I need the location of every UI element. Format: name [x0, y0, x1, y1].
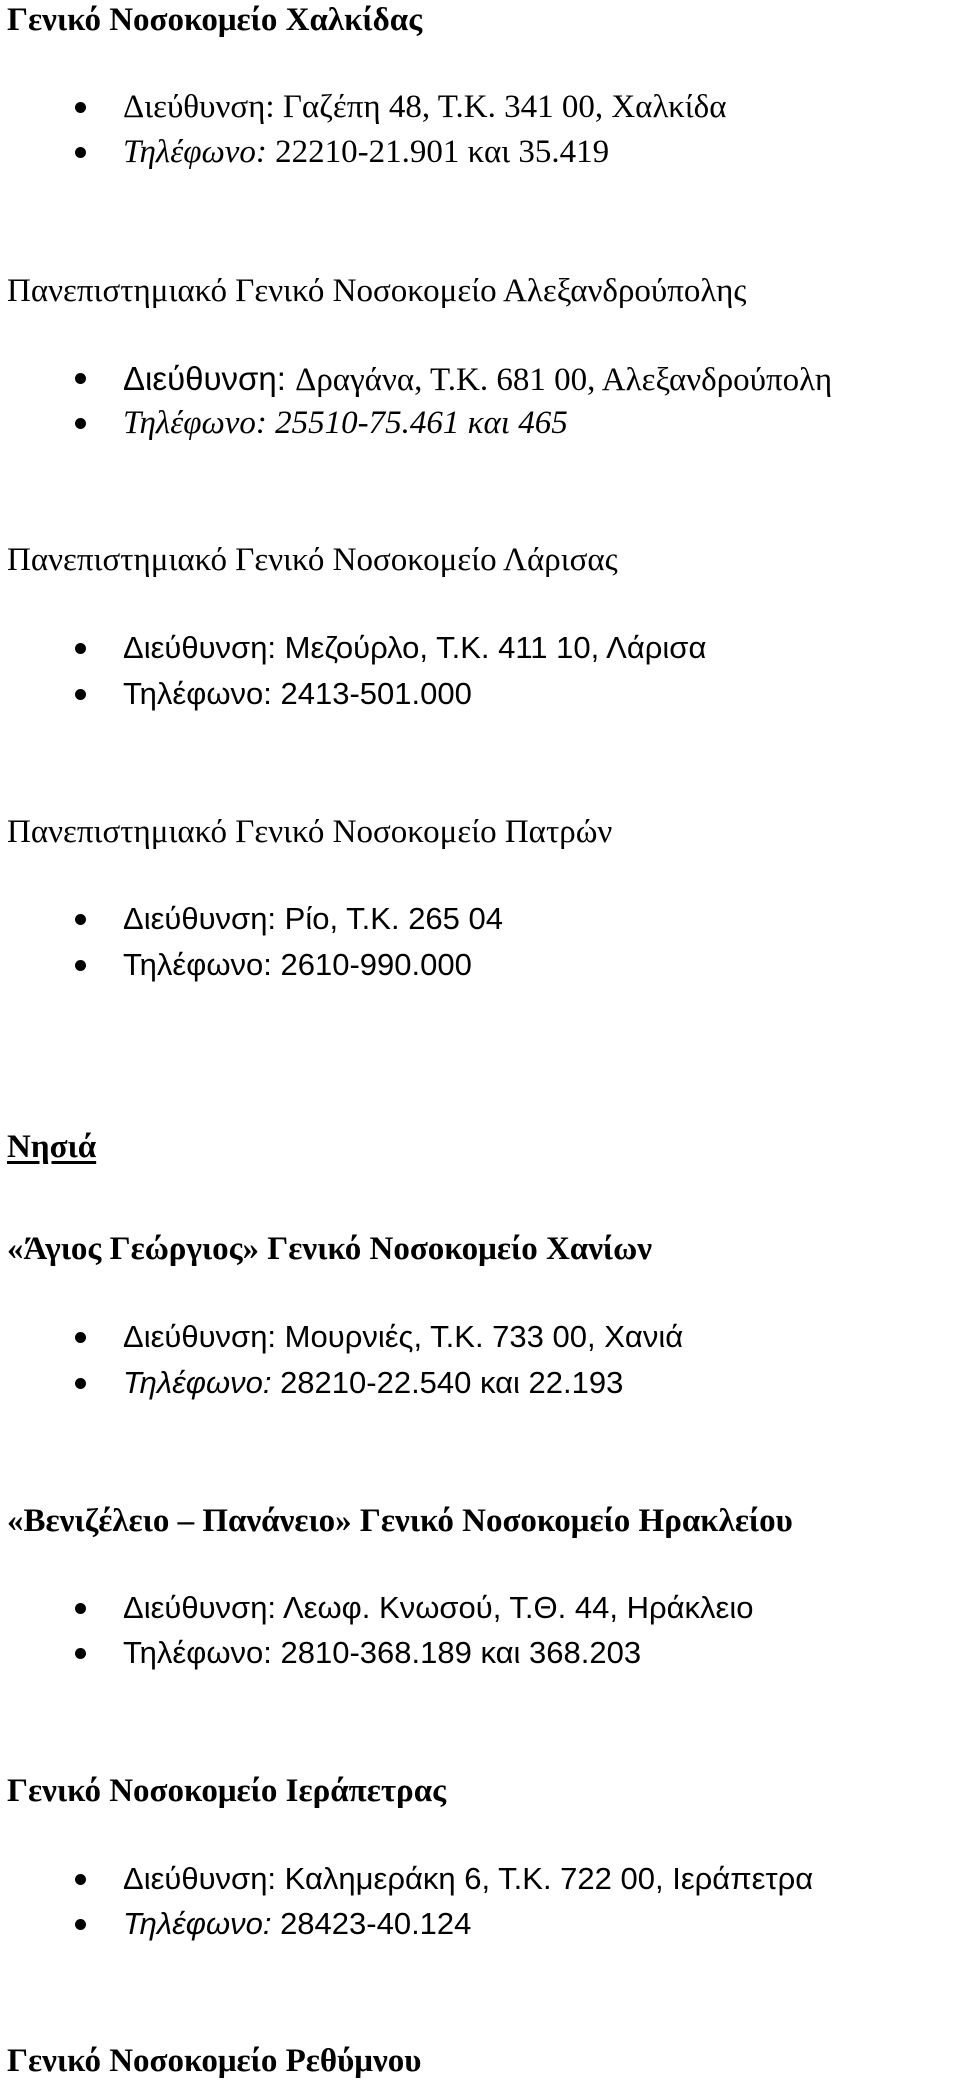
- phone-line: [123, 1367, 623, 1398]
- address-value: Γαζέπη 48, Τ.Κ. 341 00, Χαλκίδα: [282, 89, 727, 125]
- phone-value: 2413-501.000: [280, 676, 472, 711]
- bullet-icon: [75, 689, 86, 700]
- hospital-heading: «Άγιος Γεώργιος» Γενικό Νοσοκομείο Χανίων: [7, 1231, 653, 1267]
- bullet-icon: [75, 960, 86, 971]
- phone-line: [123, 949, 472, 980]
- bullet-icon: [75, 1648, 86, 1659]
- phone-label: Τηλέφωνο:: [123, 1906, 281, 1941]
- phone-line: [123, 136, 609, 169]
- address-label: Διεύθυνση:: [123, 1861, 285, 1896]
- phone-value: 2810-368.189 και 368.203: [280, 1635, 642, 1670]
- phone-line: [123, 678, 472, 709]
- address-value: Ρίο, Τ.Κ. 265 04: [284, 901, 504, 936]
- phone-value: 28423-40.124: [280, 1906, 472, 1941]
- address-line: [123, 903, 503, 934]
- address-value: Μεζούρλο, Τ.Κ. 411 10, Λάρισα: [284, 630, 707, 665]
- address-value: Λεωφ. Κνωσού, Τ.Θ. 44, Ηράκλειο: [282, 1590, 754, 1625]
- hospital-heading: Πανεπιστημιακό Γενικό Νοσοκομείο Πατρών: [7, 814, 613, 850]
- address-label: Διεύθυνση:: [123, 1590, 283, 1625]
- phone-value: 22210-21.901 και 35.419: [275, 134, 610, 170]
- hospital-heading: Πανεπιστημιακό Γενικό Νοσοκομείο Αλεξανδρούπολης: [7, 273, 747, 309]
- address-value: Δραγάνα, Τ.Κ. 681 00, Αλεξανδρούπολη: [295, 362, 833, 398]
- bullet-icon: [75, 1919, 86, 1930]
- phone-value: 28210-22.540 και 22.193: [280, 1365, 624, 1400]
- hospital-heading: Πανεπιστημιακό Γενικό Νοσοκομείο Λάρισας: [7, 542, 618, 578]
- phone-label: Τηλέφωνο:: [123, 405, 276, 441]
- hospital-heading: Γενικό Νοσοκομείο Ιεράπετρας: [7, 1773, 447, 1809]
- address-label: Διεύθυνση:: [123, 1319, 285, 1354]
- bullet-icon: [75, 1874, 86, 1885]
- bullet-icon: [75, 418, 86, 429]
- address-line: [123, 632, 706, 663]
- bullet-icon: [75, 1603, 86, 1614]
- hospital-heading: Γενικό Νοσοκομείο Ρεθύμνου: [7, 2043, 422, 2079]
- phone-label: Τηλέφωνο:: [123, 676, 281, 711]
- address-label: Διεύθυνση:: [123, 360, 296, 397]
- phone-label: Τηλέφωνο:: [123, 947, 281, 982]
- address-label: Διεύθυνση:: [123, 901, 285, 936]
- address-line: [123, 1592, 753, 1623]
- bullet-icon: [75, 914, 86, 925]
- bullet-icon: [75, 1378, 86, 1389]
- phone-line: [123, 407, 568, 440]
- bullet-icon: [75, 147, 86, 158]
- bullet-icon: [75, 1332, 86, 1343]
- bullet-icon: [75, 643, 86, 654]
- bullet-icon: [75, 373, 86, 384]
- region-heading: Νησιά: [7, 1129, 97, 1165]
- address-label: Διεύθυνση:: [123, 89, 283, 125]
- address-line: [123, 362, 832, 397]
- address-line: [123, 1863, 813, 1894]
- phone-value: 25510-75.461 και 465: [275, 405, 568, 441]
- phone-line: [123, 1637, 641, 1668]
- address-line: [123, 91, 727, 124]
- hospital-heading: Γενικό Νοσοκομείο Χαλκίδας: [7, 2, 423, 38]
- phone-line: [123, 1908, 471, 1939]
- phone-label: Τηλέφωνο:: [123, 134, 276, 170]
- address-value: Μουρνιές, Τ.Κ. 733 00, Χανιά: [284, 1319, 684, 1354]
- address-line: [123, 1321, 683, 1352]
- phone-label: Τηλέφωνο:: [123, 1365, 281, 1400]
- address-value: Καλημεράκη 6, Τ.Κ. 722 00, Ιεράπετρα: [284, 1861, 814, 1896]
- bullet-icon: [75, 102, 86, 113]
- phone-value: 2610-990.000: [280, 947, 472, 982]
- hospital-heading: «Βενιζέλειο – Πανάνειο» Γενικό Νοσοκομείο Ηρακλείου: [7, 1503, 793, 1539]
- address-label: Διεύθυνση:: [123, 630, 285, 665]
- phone-label: Τηλέφωνο:: [123, 1635, 281, 1670]
